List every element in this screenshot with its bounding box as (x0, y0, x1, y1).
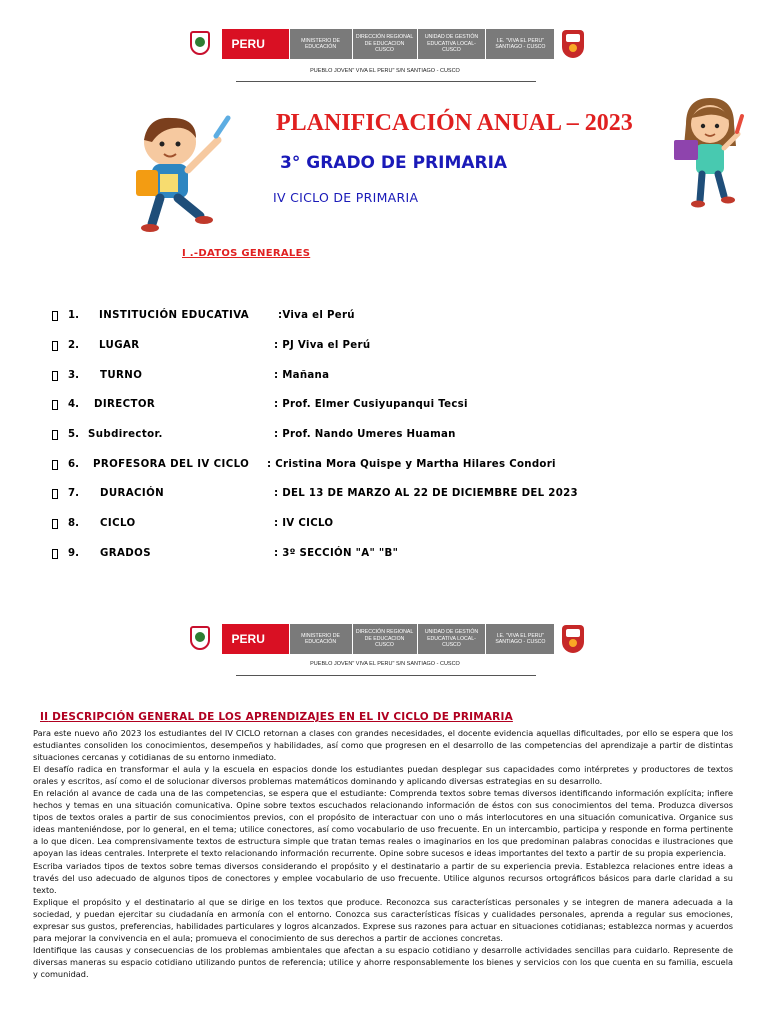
section-body (33, 727, 733, 980)
paragraph: El desafío radica en transformar el aula y la escuela en espacios donde los estudiantes puedan desplegar sus capacidades como intérpretes y productores de textos orales y escritos, así como el de solucionar diversos problemas matemáticos dominando y aplicando diversas estrategias en su desarrollo. (33, 764, 733, 787)
peru-brand-label: PERU (222, 624, 289, 654)
paragraph: Identifique las causas y consecuencias de los problemas ambientales que afectan a su espacio cotidiano y desarrolle actividades sencillas para cuidarlo. Represente de diversas maneras su espacio cotidiano utilizando puntos de referencia; utilice y ahorre responsablemente los bienes y servicios con los que cuenta en su familia, escuela y comunidad. (33, 944, 733, 979)
row-value: : Mañana (274, 370, 330, 381)
school-crest-icon (562, 30, 584, 58)
row-label: LUGAR (99, 340, 140, 351)
header-cell-ie: I.E. "VIVA EL PERU" SANTIAGO - CUSCO (485, 29, 554, 59)
row-label: GRADOS (100, 548, 151, 559)
header-cell-direccion: DIRECCIÓN REGIONAL DE EDUCACION CUSCO (352, 29, 417, 59)
section-heading-datos-generales: I .-DATOS GENERALES (182, 248, 311, 259)
page-title: PLANIFICACIÓN ANUAL – 2023 (276, 110, 633, 136)
checkbox-bullet-icon (52, 549, 58, 559)
header-cell-ugel: UNIDAD DE GESTIÓN EDUCATIVA LOCAL- CUSCO (417, 29, 486, 59)
section-title: DESCRIPCIÓN GENERAL DE LOS APRENDIZAJES EN EL IV CICLO DE PRIMARIA (48, 711, 513, 723)
grade-subtitle: 3° GRADO DE PRIMARIA (280, 153, 508, 173)
row-label: Subdirector. (88, 429, 163, 440)
header-divider (236, 81, 536, 82)
row-label: TURNO (100, 370, 143, 381)
peru-coat-of-arms-icon (186, 29, 214, 59)
header-divider (236, 675, 536, 676)
institutional-header-top (186, 27, 584, 61)
row-value: : Prof. Nando Umeres Huaman (274, 429, 456, 440)
row-number: 3. (68, 370, 79, 381)
institutional-header-second (186, 622, 584, 656)
row-number: 2. (68, 340, 79, 351)
paragraph: En relación al avance de cada una de las competencias, se espera que el estudiante: Comprenda textos sobre temas diversos identificando información explícita; infiere hechos y temas en una situación comunicativa. Opine sobre textos escuchados relacionando información de éstos con sus conocimientos del tema. Produzca diversos tipos de textos orales a partir de sus conocimientos previos, con el propósito de interactuar con uno o más interlocutores en una situación comunicativa. Organice sus ideas manteniéndose, por lo general, en el tema; utilice conectores, así como vocabulario de uso frecuente. En un intercambio, participa y responde en forma pertinente a lo que dicen. Lea comprensivamente textos de estructura simple que tratan temas reales o imaginarios en los que predominan palabras conocidas e ilustraciones que apoyan las ideas centrales. Interprete el texto relacionando información recurrente. Opine sobre sucesos e ideas importantes del texto a partir de su propia experiencia. (33, 788, 733, 859)
checkbox-bullet-icon (52, 519, 58, 529)
row-label: CICLO (100, 518, 136, 529)
header-cell-ministerio: MINISTERIO DE EDUCACIÓN (289, 29, 352, 59)
checkbox-bullet-icon (52, 430, 58, 440)
header-cell-ugel: UNIDAD DE GESTIÓN EDUCATIVA LOCAL- CUSCO (417, 624, 486, 654)
section-heading-descripcion (40, 711, 513, 723)
checkbox-bullet-icon (52, 341, 58, 351)
checkbox-bullet-icon (52, 489, 58, 499)
paragraph: Escriba variados tipos de textos sobre temas diversos considerando el propósito y el destinatario a partir de su experiencia previa. Establezca relaciones entre ideas a través del uso adecuado de algunos tipos de conectores y emplee vocabulario de uso frecuente. Utilice algunos recursos ortográficos básicos para darle claridad a su texto. (33, 860, 733, 895)
row-value: : Prof. Elmer Cusiyupanqui Tecsi (274, 399, 468, 410)
checkbox-bullet-icon (52, 460, 58, 470)
row-number: 5. (68, 429, 79, 440)
row-number: 6. (68, 459, 79, 470)
row-number: 4. (68, 399, 79, 410)
cycle-subtitle: IV CICLO DE PRIMARIA (273, 190, 419, 205)
checkbox-bullet-icon (52, 400, 58, 410)
row-value: :Viva el Perú (278, 310, 355, 321)
row-label: DIRECTOR (94, 399, 156, 410)
paragraph: Para este nuevo año 2023 los estudiantes del IV CICLO retornan a clases con grandes necesidades, el docente evidencia aquellas dificultades, por ello se espera que los estudiantes consoliden los conocimientos, desempeños y habilidades, así como que progresen en el desarrollo de las competencias del aprendizaje a partir de distintas situaciones cercanas y cotidianas de su entorno inmediato. (33, 728, 733, 763)
row-number: 7. (68, 488, 79, 499)
row-label: INSTITUCIÓN EDUCATIVA (99, 310, 250, 321)
row-label: DURACIÓN (100, 488, 165, 499)
peru-coat-of-arms-icon (186, 624, 214, 654)
school-address: PUEBLO JOVEN" VIVA EL PERU" S/N SANTIAGO - CUSCO (310, 661, 460, 667)
row-value: : IV CICLO (274, 518, 334, 529)
peru-brand-label: PERU (222, 29, 289, 59)
row-value: : PJ Viva el Perú (274, 340, 371, 351)
paragraph: Explique el propósito y el destinatario al que se dirige en los textos que produce. Reconozca sus características personales y se integren de manera adecuada a la sociedad, y puedan ejercitar su ciudadanía en armonía con el entorno. Conozca sus características físicas y cualidades personales, aprenda a regular sus emociones, expresar sus gustos, preferencias, habilidades particulares y logros alcanzados. Exprese sus razones para actuar en situaciones cotidianas; establezca normas y acuerdos para mejorar la convivencia en el aula; promueva el conocimiento de sus derechos a partir de acciones concretas. (33, 896, 733, 943)
checkbox-bullet-icon (52, 311, 58, 321)
girl-with-pencil-illustration (672, 96, 748, 212)
header-cell-direccion: DIRECCIÓN REGIONAL DE EDUCACION CUSCO (352, 624, 417, 654)
school-crest-icon (562, 625, 584, 653)
school-address: PUEBLO JOVEN" VIVA EL PERU" S/N SANTIAGO - CUSCO (310, 68, 460, 74)
header-cell-ministerio: MINISTERIO DE EDUCACIÓN (289, 624, 352, 654)
row-value: : DEL 13 DE MARZO AL 22 DE DICIEMBRE DEL 2023 (274, 488, 578, 499)
boy-with-pencil-illustration (130, 112, 242, 234)
row-label: PROFESORA DEL IV CICLO (93, 459, 250, 470)
row-number: 1. (68, 310, 79, 321)
row-value: : 3º SECCIÓN "A" "B" (274, 548, 399, 559)
row-value: : Cristina Mora Quispe y Martha Hilares Condori (267, 459, 556, 470)
row-number: 9. (68, 548, 79, 559)
checkbox-bullet-icon (52, 371, 58, 381)
section-number: II (40, 711, 49, 723)
row-number: 8. (68, 518, 79, 529)
header-cell-ie: I.E. "VIVA EL PERU" SANTIAGO - CUSCO (485, 624, 554, 654)
